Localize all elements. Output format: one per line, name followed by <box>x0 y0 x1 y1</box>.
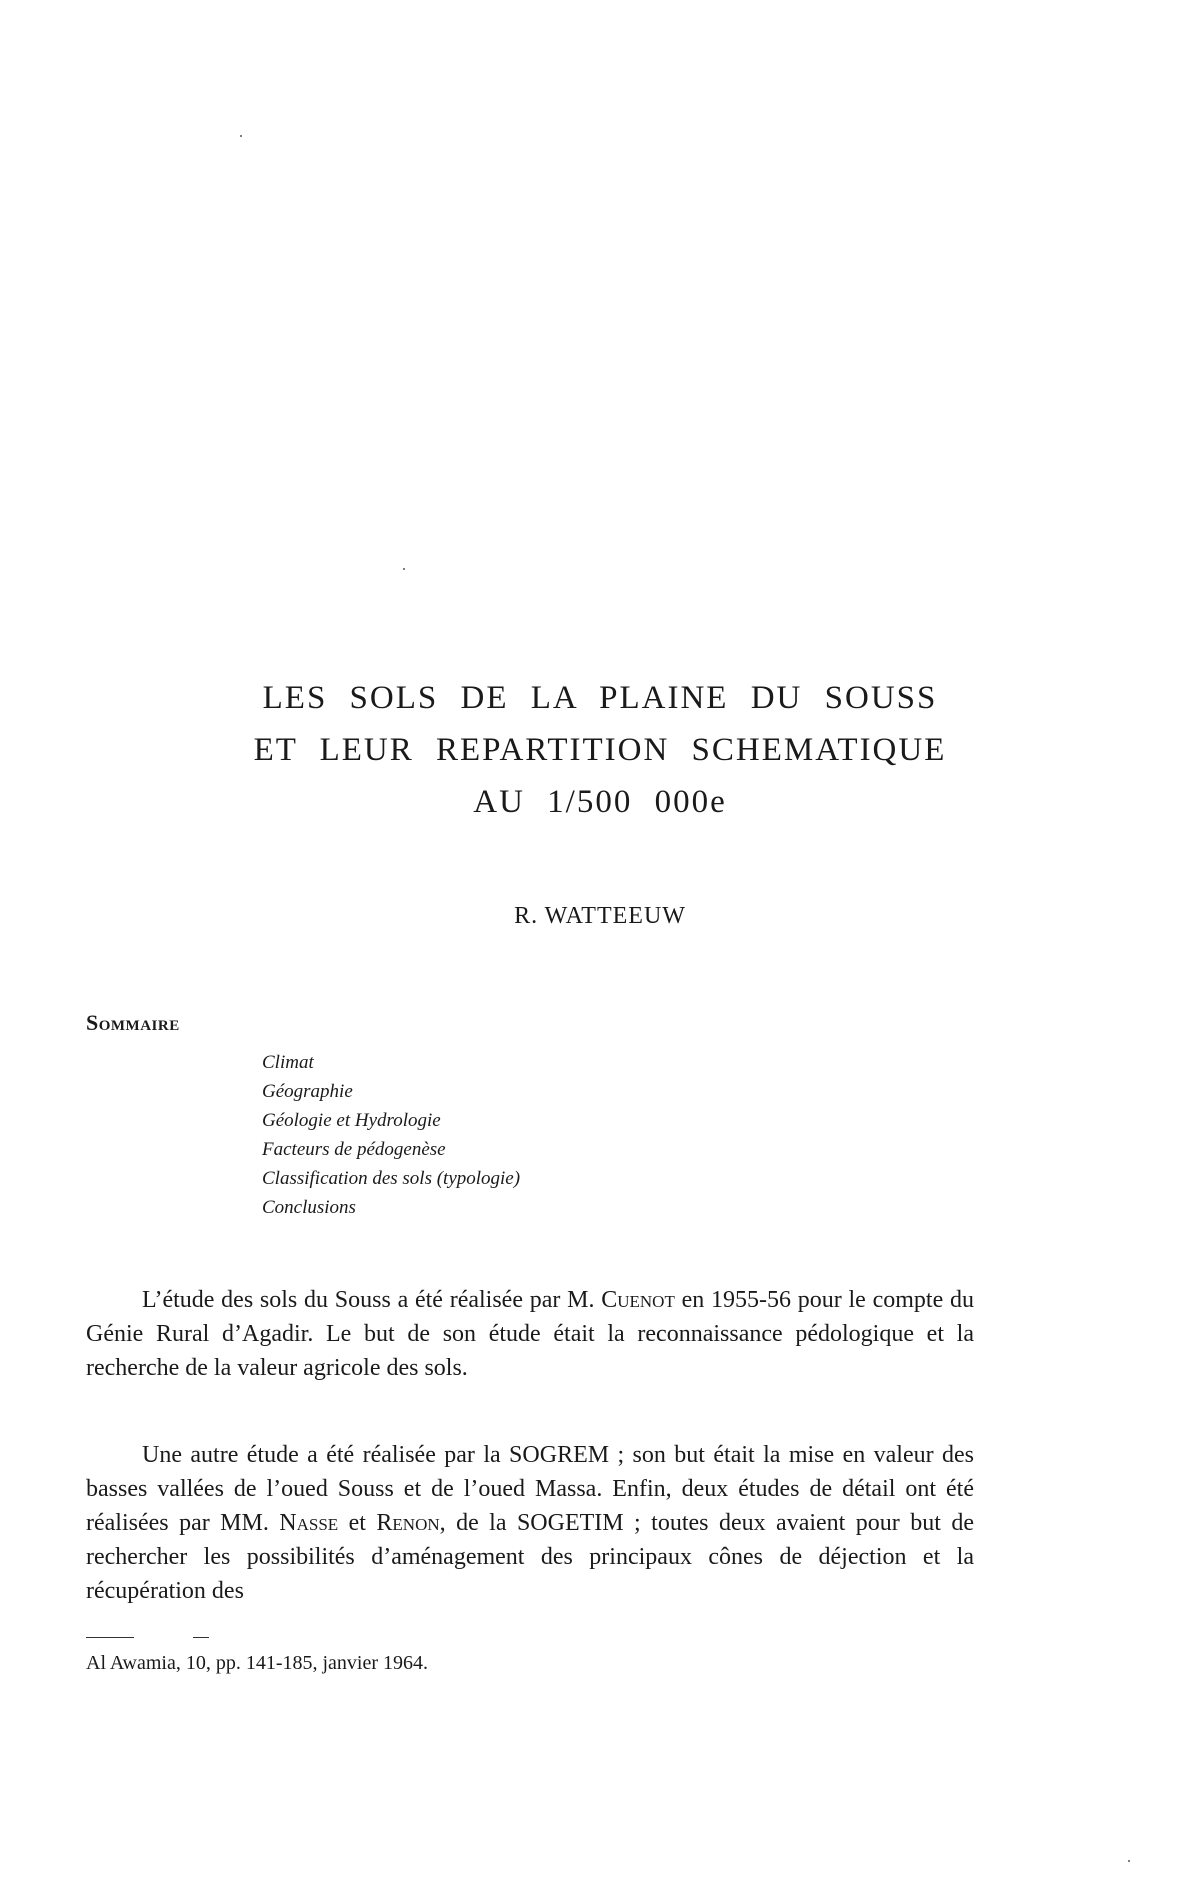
sommaire-item: Classification des sols (typologie) <box>262 1168 521 1189</box>
sommaire-item: Facteurs de pédogenèse <box>262 1139 446 1160</box>
scan-speck <box>1128 1860 1130 1862</box>
paragraph-text: en 1955-56 pour le compte du Génie Rural d’Agadir. Le but de son étude était la reconnaissance pédologique et la recherche de la valeur agricole des sols. <box>86 1287 974 1381</box>
sommaire-item: Géologie et Hydrologie <box>262 1110 441 1131</box>
sommaire-item: Conclusions <box>262 1197 356 1218</box>
author-reference: Nasse <box>279 1510 339 1536</box>
footnote-rule <box>193 1637 209 1638</box>
body-paragraph-1 <box>86 1283 974 1385</box>
title-line-3: AU 1/500 000e <box>473 784 727 820</box>
author-reference: Cuenot <box>601 1287 675 1313</box>
sommaire-item: Géographie <box>262 1081 353 1102</box>
title-line-1: LES SOLS DE LA PLAINE DU SOUSS <box>262 680 938 716</box>
paragraph-text: , de la SOGETIM ; toutes deux avaient pour but de rechercher les possibilités d’aménagement des principaux cônes de déjection et la récupération des <box>86 1510 974 1604</box>
author-reference: Renon <box>376 1510 440 1536</box>
title-line-2: ET LEUR REPARTITION SCHEMATIQUE <box>253 732 947 768</box>
paragraph-text: L’étude des sols du Souss a été réalisée par M. <box>142 1287 602 1313</box>
footnote-rule <box>86 1637 134 1638</box>
scan-speck <box>240 135 242 137</box>
footnote-citation: Al Awamia, 10, pp. 141-185, janvier 1964. <box>86 1652 429 1674</box>
paragraph-text: Une autre étude a été réalisée par la SOGREM ; son but était la mise en valeur des basses vallées de l’oued Souss et de l’oued Massa. Enfin, deux études de détail ont été réalisées par MM. <box>86 1442 974 1536</box>
sommaire-heading: Sommaire <box>86 1010 180 1035</box>
sommaire-item: Climat <box>262 1052 314 1073</box>
scan-speck <box>403 568 405 570</box>
article-title <box>0 672 1200 828</box>
sommaire-list <box>262 1048 520 1222</box>
author-name: R. WATTEEUW <box>514 903 686 929</box>
paragraph-text: et <box>338 1510 377 1536</box>
body-paragraph-2 <box>86 1438 974 1608</box>
